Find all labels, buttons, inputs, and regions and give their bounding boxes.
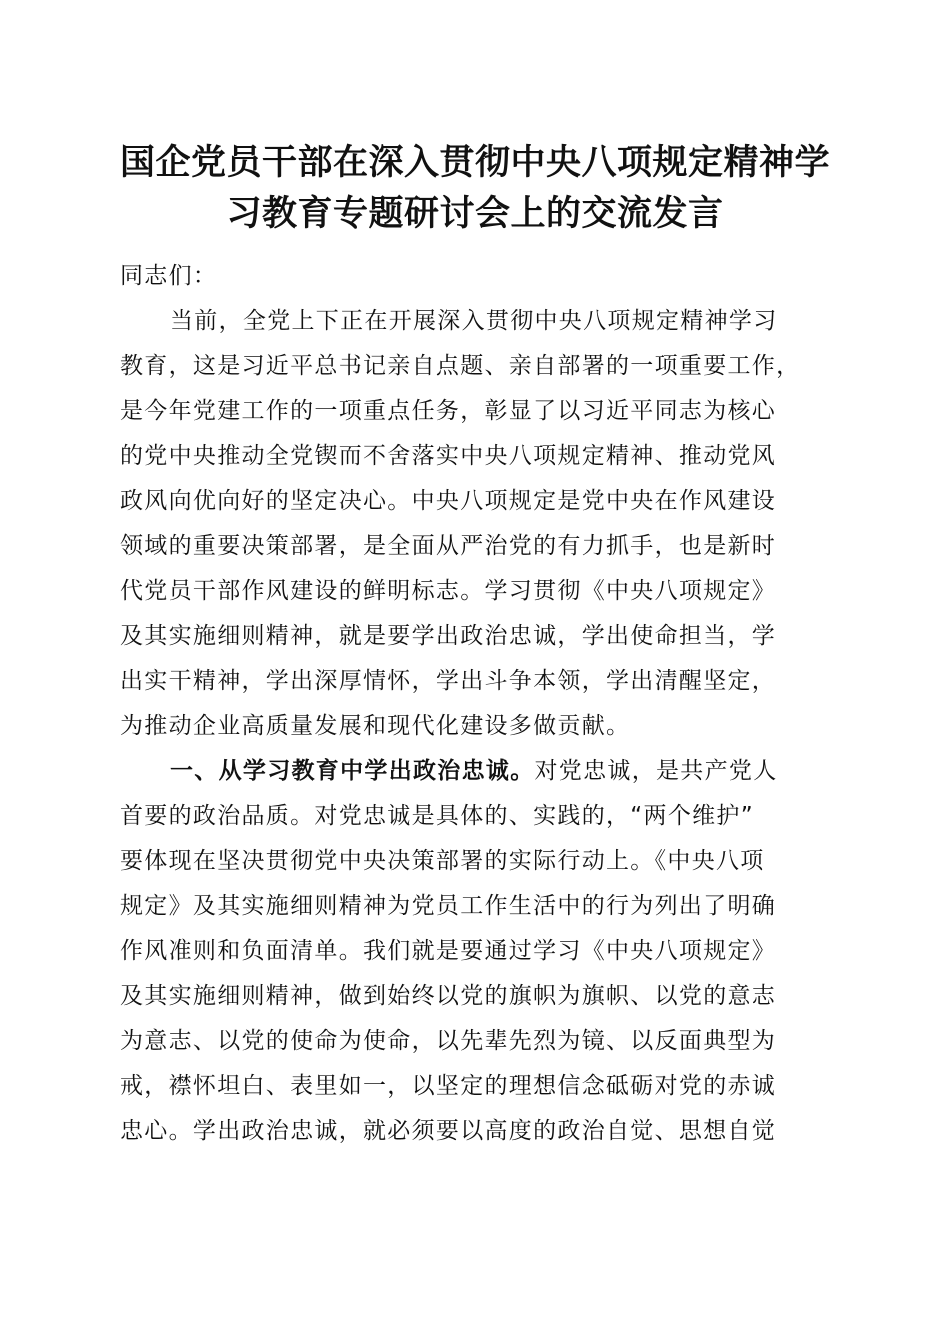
- text-line: 政风向优向好的坚定决心。中央八项规定是党中央在作风建设: [120, 488, 777, 514]
- paragraph-section-one: [120, 749, 830, 1154]
- text-line: 的党中央推动全党锲而不舍落实中央八项规定精神、推动党风: [120, 443, 777, 469]
- text-line: 戒，襟怀坦白、表里如一，以坚定的理想信念砥砺对党的赤诚: [120, 1073, 777, 1099]
- text-line: 是今年党建工作的一项重点任务，彰显了以习近平同志为核心: [120, 398, 777, 424]
- text-line: 忠心。学出政治忠诚，就必须要以高度的政治自觉、思想自觉: [120, 1118, 777, 1144]
- text-line: 及其实施细则精神，就是要学出政治忠诚，学出使命担当，学: [120, 623, 777, 649]
- salutation: 同志们：: [120, 263, 218, 289]
- text-line: 规定》及其实施细则精神为党员工作生活中的行为列出了明确: [120, 893, 777, 919]
- text-line: [120, 749, 830, 794]
- text-line: 及其实施细则精神，做到始终以党的旗帜为旗帜、以党的意志: [120, 983, 777, 1009]
- text-line: 为意志、以党的使命为使命，以先辈先烈为镜、以反面典型为: [120, 1028, 777, 1054]
- paragraph-intro: [120, 299, 830, 749]
- title-line: 国企党员干部在深入贯彻中央八项规定精神学: [119, 142, 830, 183]
- text-line: 为推动企业高质量发展和现代化建设多做贡献。: [120, 713, 631, 739]
- text-line: 要体现在坚决贯彻党中央决策部署的实际行动上。《中央八项: [120, 848, 765, 874]
- text-line: 领域的重要决策部署，是全面从严治党的有力抓手，也是新时: [120, 533, 777, 559]
- text-line: 代党员干部作风建设的鲜明标志。学习贯彻《中央八项规定》: [120, 578, 777, 604]
- document-body: [120, 254, 830, 1154]
- document-title: [100, 137, 850, 239]
- text-line: 作风准则和负面清单。我们就是要通过学习《中央八项规定》: [120, 938, 777, 964]
- text-line: 教育，这是习近平总书记亲自点题、亲自部署的一项重要工作，: [120, 353, 801, 379]
- text-line: 出实干精神，学出深厚情怀，学出斗争本领，学出清醒坚定，: [120, 668, 777, 694]
- text-line: 首要的政治品质。对党忠诚是具体的、实践的，“两个维护”: [120, 803, 754, 829]
- section-heading: 一、从学习教育中学出政治忠诚。: [170, 758, 535, 784]
- title-line: 习教育专题研讨会上的交流发言: [226, 193, 724, 234]
- text-line: 当前，全党上下正在开展深入贯彻中央八项规定精神学习: [170, 308, 778, 334]
- text-run: 对党忠诚，是共产党人: [534, 758, 778, 784]
